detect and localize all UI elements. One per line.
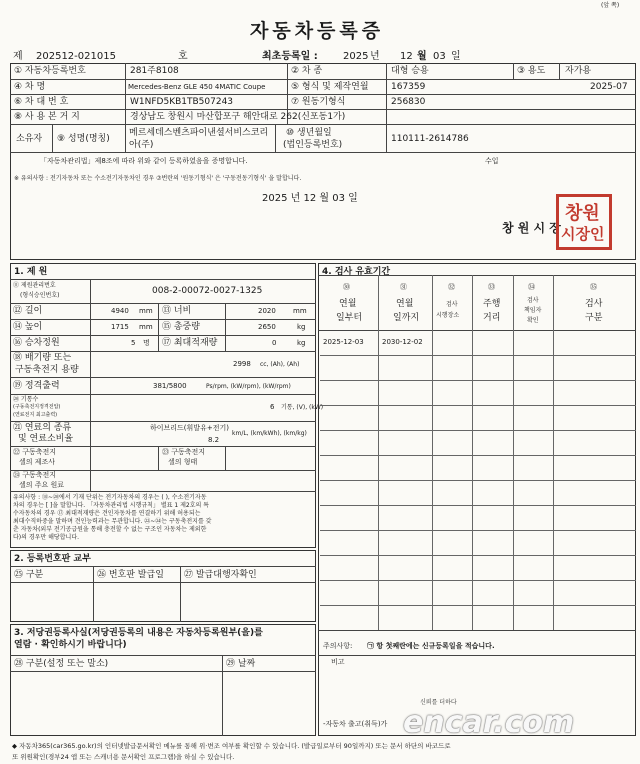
gross-weight-value: 2650	[258, 323, 276, 331]
gross-weight-label: ⑮ 총중량	[162, 322, 200, 332]
vehicle-type-label: ② 차 종	[291, 66, 323, 76]
watermark-brand: encar.com	[403, 705, 575, 740]
owner-name-value-1: 메르세데스벤츠파이낸셜서비스코리	[129, 128, 269, 138]
inspect-col6-b: 구분	[585, 313, 603, 323]
vin-label: ⑥ 차 대 번 호	[14, 97, 69, 107]
first-reg-day: 03	[433, 51, 446, 62]
inspect-export-note: -자동차 출고(취득)가	[323, 720, 388, 728]
fuel-label-2: 및 연료소비율	[18, 434, 74, 444]
issue-date: 2025 년 12 월 03 일	[262, 193, 358, 204]
inspect-col5-c: 확인	[527, 317, 539, 324]
battery-maker-label-2: 셀의 제조사	[19, 458, 56, 466]
inspect-col1-b: 일부터	[336, 313, 363, 323]
spec-mgmt-label-2: (형식승인번호)	[20, 292, 60, 299]
receipt-type: 수입	[485, 157, 499, 165]
inspect-col5-no: ㉞	[528, 283, 535, 291]
inspect-col5-b: 책임자	[524, 307, 542, 314]
official-seal	[556, 194, 612, 250]
lien-title-1: 3. 저당권등록사실(저당권등록의 내용은 자동차등록원부(을)를	[14, 628, 263, 638]
page-side-note: (앞 쪽)	[601, 2, 620, 9]
displacement-label-1: ⑱ 배기량 또는	[13, 353, 72, 363]
spec-mgmt-label-1: ⑪ 제원관리번호	[13, 282, 56, 289]
first-reg-label: 최초등록일 :	[262, 51, 318, 62]
inspect-col2-a: 연월	[396, 299, 414, 309]
owner-name-value-2: 아(주)	[129, 140, 154, 150]
plate-col-agent-confirm: ㉗ 발급대행자확인	[184, 570, 257, 580]
plate-issue-title: 2. 등록번호판 교부	[14, 554, 91, 564]
battery-form-label-2: 셀의 형태	[168, 458, 198, 466]
inspect-col4-no: ㉝	[488, 283, 495, 291]
seal-text-bottom: 시장인	[561, 225, 605, 243]
cert-no-label: 제	[13, 51, 23, 62]
displacement-label-2: 구동축전지 용량	[15, 365, 79, 375]
gross-weight-unit: kg	[297, 323, 306, 331]
cylinders-label-2: (구동축전지정격전압)	[13, 404, 61, 410]
spec-mgmt-value: 008-2-00072-0027-1325	[152, 286, 263, 296]
fuel-efficiency-value: 8.2	[208, 436, 220, 444]
inspect-col6-a: 검사	[585, 299, 603, 309]
base-address-value: 경상남도 창원시 마산합포구 해안대로 262(신포동1가)	[130, 112, 346, 122]
cylinders-label-1: ⑳ 기통수	[13, 396, 39, 403]
usage-value: 자가용	[565, 66, 592, 76]
max-load-value: 0	[272, 339, 277, 347]
inspect-caution-label: 주의사항:	[323, 642, 353, 650]
birth-label-2: (법인등록번호)	[283, 140, 343, 150]
cylinders-value: 6	[270, 403, 275, 411]
inspect-col3-no: ㉜	[448, 283, 455, 291]
manufacture-date: 2025-07	[590, 82, 628, 92]
vin-value: W1NFD5KB1TB507243	[130, 97, 234, 107]
fuel-efficiency-unit: km/L, (km/kWh), (km/kg)	[232, 430, 307, 437]
spec-note-line-3: 수자동차의 경우 ⑰ 최대적재량은 견인자동차를 연결하기 위해 허용되는	[13, 510, 201, 517]
inspect-col1-a: 연월	[339, 299, 357, 309]
width-value: 2020	[258, 307, 276, 315]
inspect-col6-no: ㉟	[590, 283, 597, 291]
spec-note-line-6: 다)의 경우만 해당합니다.	[13, 534, 80, 541]
lien-title-2: 열람 · 확인하시기 바랍니다)	[14, 640, 127, 650]
watermark-tagline: 신뢰를 더하다	[420, 699, 457, 706]
plate-col-issue-date: ㉖ 번호판 발급일	[97, 570, 164, 580]
cert-no-value: 202512-021015	[36, 51, 116, 62]
fuel-label-1: ㉑ 연료의 종류	[13, 423, 72, 433]
inspection-section	[318, 263, 636, 740]
battery-material-label-2: 셀의 주요 원료	[19, 481, 65, 489]
height-unit: mm	[139, 323, 153, 331]
certification-note: ※ 유의사항 : 전기자동차 또는 수소전기자동차인 경우 ⑦번란의 '원동기형식' 은 '구동전동기형식' 을 말합니다.	[14, 175, 302, 182]
spec-note-line-2: 차의 경우는 [ ]을 말합니다. 「자동차관리법 시행규칙」 별표 1 제2호의 특	[13, 502, 209, 509]
spec-note-line-1: 유의사항 : ⑱~⑳에서 기재 단위는 전기자동차의 경우는 ( ), 수소전기자동	[13, 494, 207, 501]
footer-line-2: 또 위원확인(경부24 앱 또는 스캐너용 문서확인 프로그램)을 하실 수 있습니다.	[12, 753, 235, 761]
width-label: ⑬ 너비	[162, 306, 192, 316]
inspect-row1-from: 2025-12-03	[323, 338, 364, 346]
reg-number-label: ① 자동차등록번호	[14, 66, 86, 76]
inspect-col4-b: 거리	[483, 313, 501, 323]
vehicle-name-value: Mercedes-Benz GLE 450 4MATIC Coupe	[128, 83, 266, 91]
inspect-caution-text: ㉠ 항 첫째란에는 신규등록일을 적습니다.	[367, 642, 495, 650]
footer-line-1: ◆ 자동차365(car365.go.kr)의 인터넷발급문서확인 메뉴를 통해 위·변조 여부를 확인할 수 있습니다. (발급일로부터 90일까지) 또는 문서 하단의 바코드로	[12, 742, 451, 750]
seal-text-top: 창원	[565, 203, 600, 224]
displacement-value: 2998	[233, 360, 251, 368]
displacement-unit: cc, (Ah), (Ah)	[260, 361, 300, 368]
seating-value: 5	[131, 339, 136, 347]
inspect-col5-a: 검사	[527, 297, 539, 304]
inspect-remark-label: 비고	[331, 658, 345, 666]
first-reg-year-unit: 년	[370, 51, 380, 62]
first-reg-month: 12	[400, 51, 413, 62]
spec-note-line-5: 춘 자동차(외부 전기공급원을 통해 충전할 수 없는 구조인 자동차는 제외한	[13, 526, 207, 533]
spec-note-line-4: 최대수직하중을 말하며 견인능력과는 무관합니다. ㉒~㉔는 구동축전지를 갖	[13, 518, 212, 525]
height-value: 1715	[111, 323, 129, 331]
engine-type-label: ⑦ 원동기형식	[291, 97, 346, 107]
length-unit: mm	[139, 307, 153, 315]
inspect-col2-b: 일까지	[393, 313, 420, 323]
length-value: 4940	[111, 307, 129, 315]
battery-material-label-1: ㉔ 구동축전지	[13, 471, 57, 479]
battery-form-label-1: ㉓ 구동축전지	[162, 448, 206, 456]
cylinders-label-3: (연료전지 최고출력)	[13, 412, 58, 418]
power-value: 381/5800	[153, 382, 187, 390]
power-unit: Ps/rpm, (kW/rpm), (kW/rpm)	[206, 383, 291, 390]
seating-unit: 명	[143, 339, 150, 347]
length-label: ⑫ 길이	[13, 306, 43, 316]
document-title: 자동차등록증	[250, 20, 385, 42]
model-date-label: ⑤ 형식 및 제작연월	[291, 82, 369, 92]
power-label: ⑲ 정격출력	[13, 381, 60, 391]
base-address-label: ⑧ 사 용 본 거 지	[14, 112, 80, 122]
model-value: 167359	[391, 82, 426, 92]
width-unit: mm	[293, 307, 307, 315]
first-reg-month-unit: 월	[417, 51, 427, 62]
engine-type-value: 256830	[391, 97, 426, 107]
first-reg-year: 2025	[343, 51, 369, 62]
inspect-col3-b: 시행장소	[436, 312, 460, 319]
usage-label: ③ 용도	[517, 66, 546, 76]
first-reg-day-unit: 일	[451, 51, 461, 62]
lien-col-date: ㉙ 날짜	[226, 659, 256, 669]
battery-maker-label-1: ㉒ 구동축전지	[13, 448, 57, 456]
fuel-type-value: 하이브리드(휘발유+전기)	[150, 424, 229, 432]
plate-col-type: ㉕ 구분	[14, 570, 44, 580]
spec-title: 1. 제 원	[14, 267, 48, 277]
inspect-col1-no: ㉚	[343, 283, 350, 291]
vehicle-name-label: ④ 차 명	[14, 82, 46, 92]
inspect-row1-to: 2030-12-02	[382, 338, 423, 346]
inspect-col2-no: ㉛	[400, 283, 407, 291]
inspect-col3-a: 검사	[446, 301, 458, 308]
reg-number-value: 281주8108	[130, 66, 179, 76]
birth-label-1: ⑩ 생년월일	[286, 128, 332, 138]
lien-col-type: ㉘ 구분(설정 또는 말소)	[14, 659, 109, 669]
seating-label: ⑯ 승차정원	[13, 338, 60, 348]
height-label: ⑭ 높이	[13, 322, 43, 332]
vehicle-type-value: 대형 승용	[391, 66, 429, 76]
max-load-unit: kg	[297, 339, 306, 347]
corp-reg-number: 110111-2614786	[391, 134, 469, 144]
owner-name-label: ⑨ 성명(명칭)	[57, 134, 110, 144]
cert-no-suffix: 호	[178, 51, 188, 62]
owner-label: 소유자	[16, 134, 43, 144]
issuer-name: 창 원 시 장	[502, 221, 561, 235]
certification-statement: 「자동차관리법」제8조에 따라 위와 같이 등록하였음을 증명합니다.	[40, 157, 248, 165]
cylinders-unit: 기통, (V), (kW)	[281, 404, 324, 411]
inspection-title: 4. 검사 유효기간	[322, 267, 391, 277]
max-load-label: ⑰ 최대적재량	[162, 338, 218, 348]
inspect-col4-a: 주행	[483, 299, 501, 309]
